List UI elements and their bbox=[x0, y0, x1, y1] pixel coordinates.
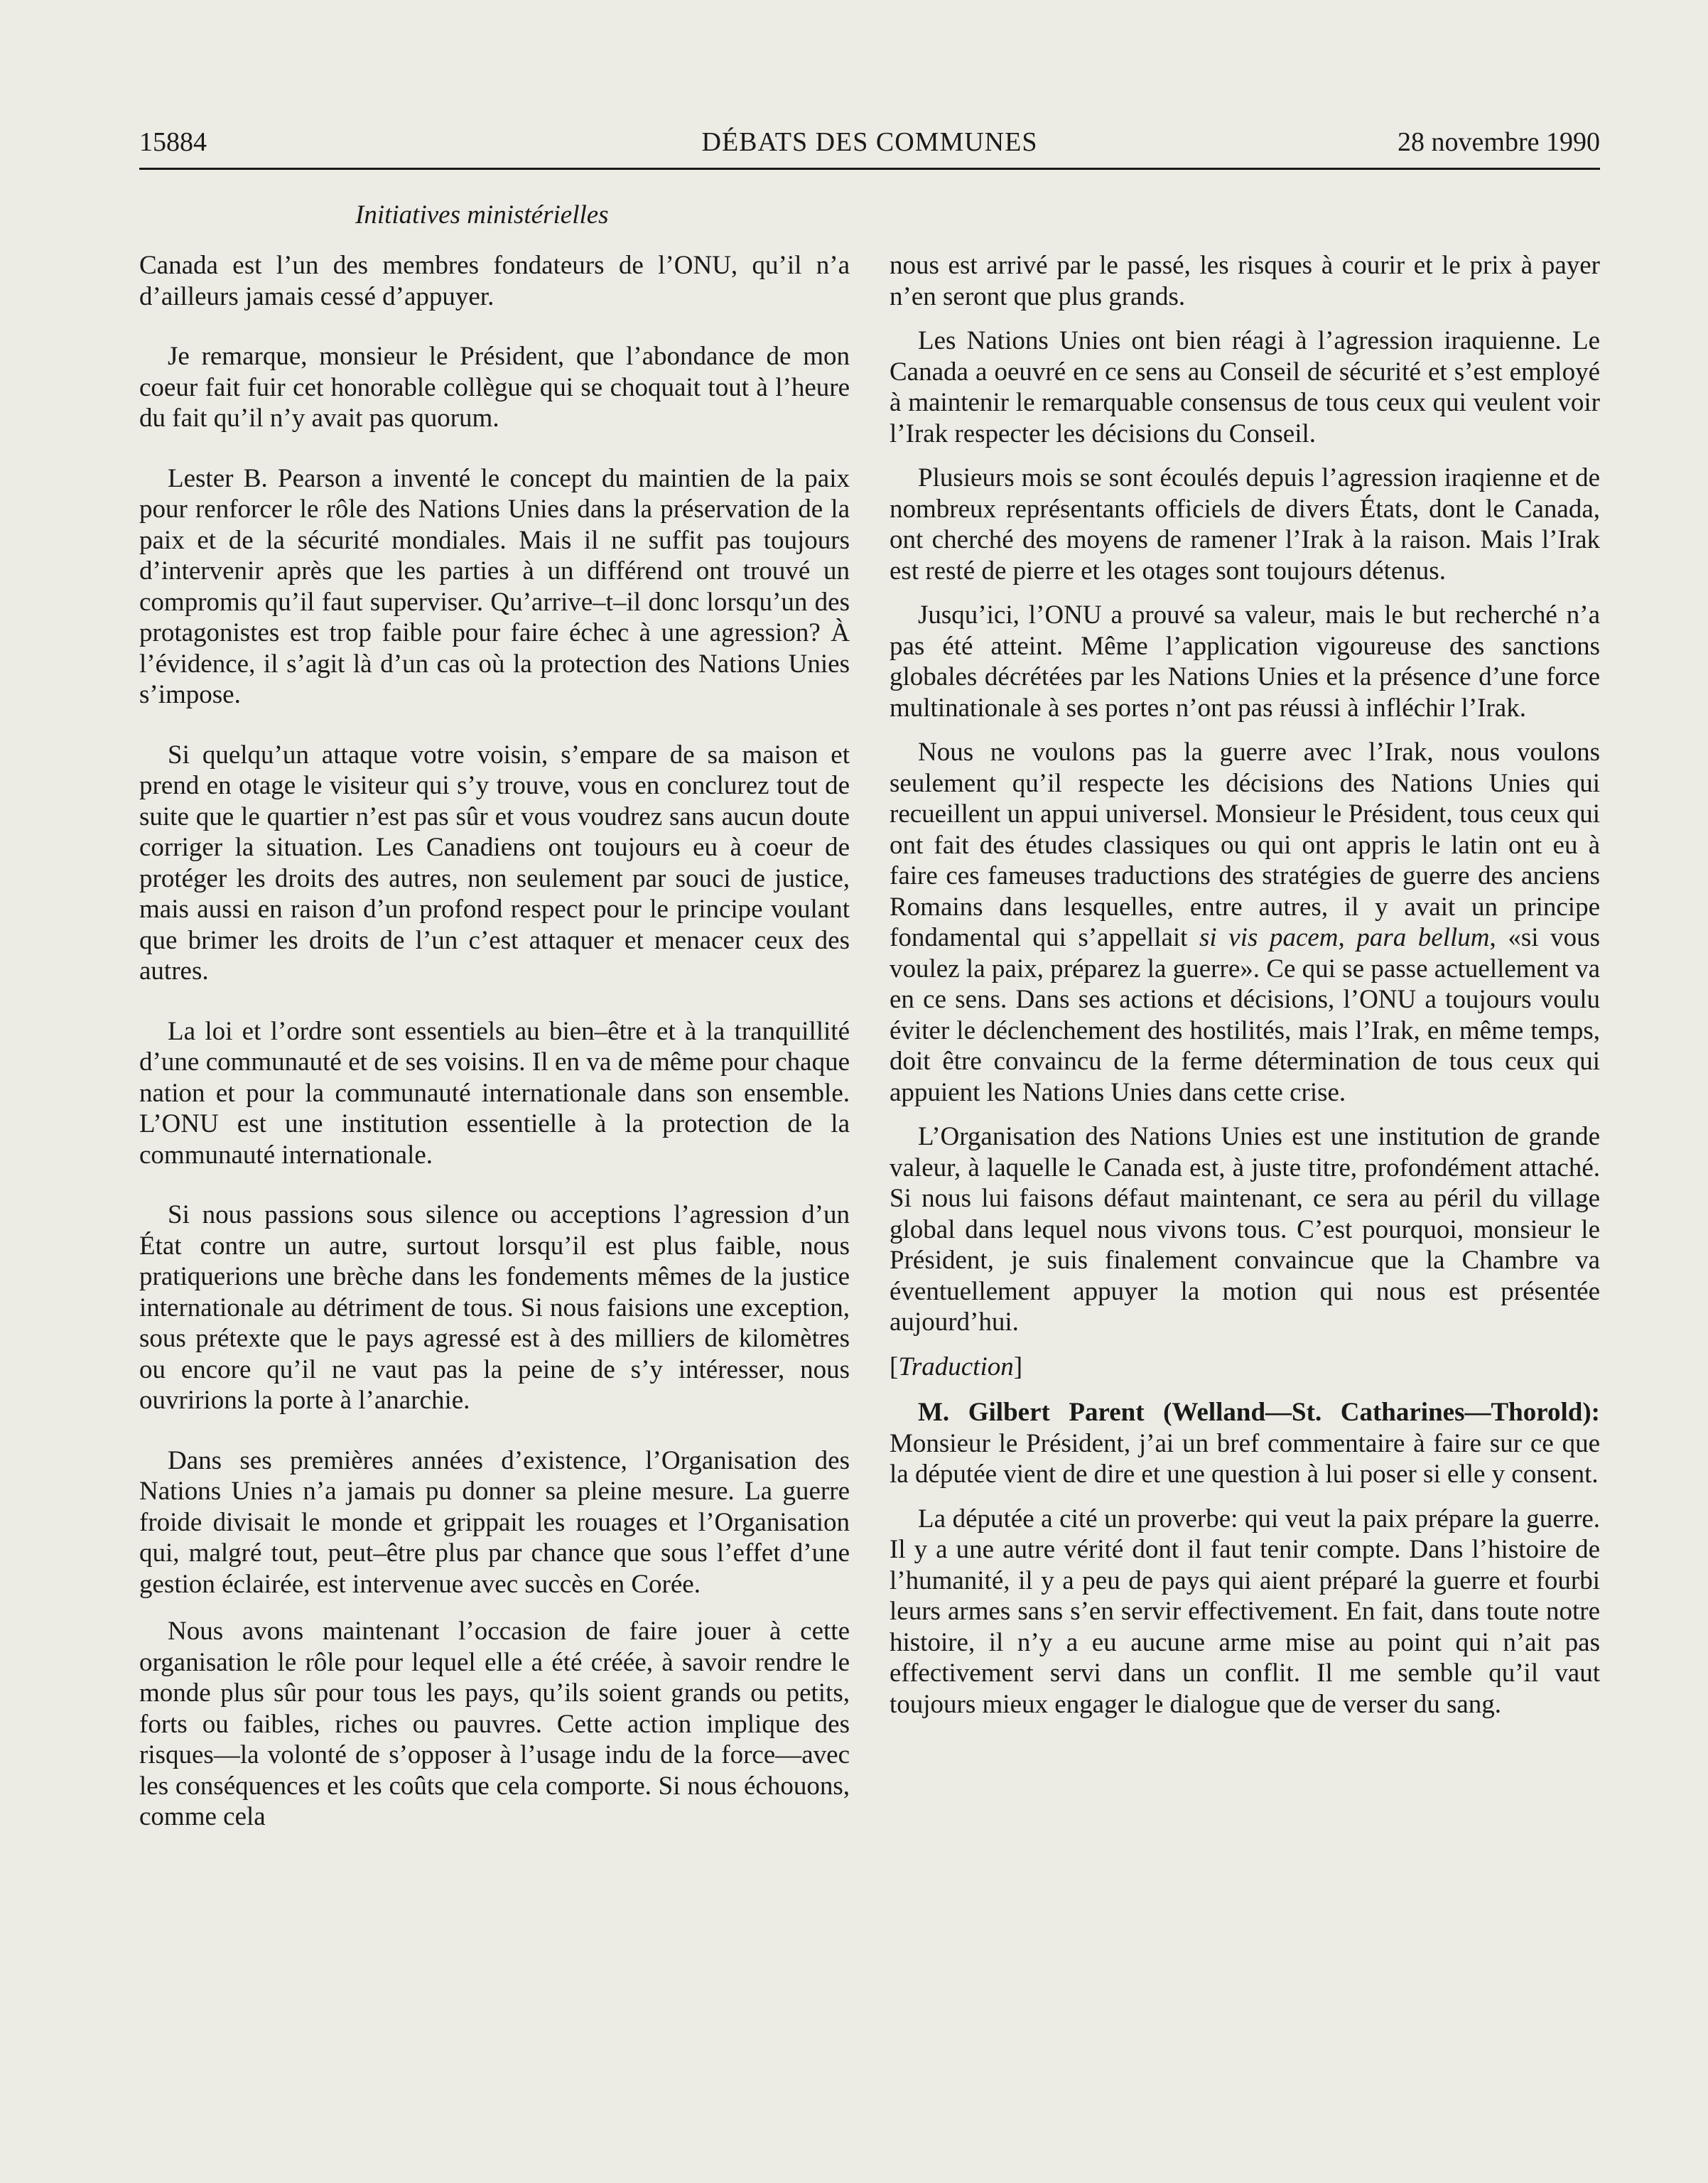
paragraph: Dans ses premières années d’existence, l’Organisation des Nations Unies n’a jamais pu donner sa pleine mesure. La guerre froide divisait le monde et grippait les rouages et l’Organisation qui, malgré tout, peut–être plus par chance que sous l’effet d’une gestion éclairée, est intervenue avec succès en Corée. bbox=[139, 1445, 850, 1599]
text-run: , «si vous voulez la paix, préparez la guerre». Ce qui se passe actuellement va en ce sens. Dans ses actions et décisions, l’ONU a toujours voulu éviter le déclenchement des hostilités, mais l’Irak, en même temps, doit être convaincu de la ferme détermination de tous ceux qui appuient les Nations Unies dans cette crise. bbox=[890, 923, 1600, 1107]
paragraph: nous est arrivé par le passé, les risques à courir et le prix à payer n’en seront que plus grands. bbox=[890, 251, 1600, 311]
speaker-name: M. Gilbert Parent (Welland—St. Catharines—Thorold): bbox=[918, 1398, 1600, 1427]
paragraph: Si quelqu’un attaque votre voisin, s’empare de sa maison et prend en otage le visiteur qui s’y trouve, vous en conclurez tout de suite que le quartier n’est pas sûr et vous voudrez sans aucun doute corriger la situation. Les Canadiens ont toujours eu à coeur de protéger les droits des autres, non seulement par souci de justice, mais aussi en raison d’un profond respect pour le principe voulant que brimer les droits de l’un c’est attaquer et menacer ceux des autres. bbox=[139, 740, 850, 986]
paragraph bbox=[890, 1397, 1600, 1490]
paragraph: Les Nations Unies ont bien réagi à l’agression iraquienne. Le Canada a oeuvré en ce sens au Conseil de sécurité et s’est employé à maintenir le remarquable consensus de tous ceux qui veulent voir l’Irak respecter les décisions du Conseil. bbox=[890, 326, 1600, 448]
translation-note bbox=[890, 1352, 1600, 1383]
page-header bbox=[139, 121, 1600, 170]
text-run: Nous ne voulons pas la guerre avec l’Irak, nous voulons seulement qu’il respecte les décisions des Nations Unies qui recueillent un appui universel. Monsieur le Président, tous ceux qui ont fait des études classiques ou qui ont appris le latin ont eu à faire ces fameuses traductions des stratégies de guerre des anciens Romains dans lesquelles, entre autres, il y avait un principe fondamental qui s’appellait bbox=[890, 738, 1600, 952]
page-number: 15884 bbox=[139, 127, 207, 157]
bracket: [ bbox=[890, 1352, 899, 1381]
paragraph: Lester B. Pearson a inventé le concept du maintien de la paix pour renforcer le rôle des Nations Unies dans la préservation de la paix et de la sécurité mondiales. Mais il ne suffit pas toujours d’intervenir après que les parties à un différend ont trouvé un compromis qu’il faut superviser. Qu’arrive–t–il donc lorsqu’un des protagonistes est trop faible pour faire échec à une agression? À l’évidence, il s’agit là d’un cas où la protection des Nations Unies s’impose. bbox=[139, 463, 850, 709]
journal-title: DÉBATS DES COMMUNES bbox=[701, 127, 1038, 157]
right-column bbox=[890, 250, 1600, 1733]
paragraph: Canada est l’un des membres fondateurs de l’ONU, qu’il n’a d’ailleurs jamais cessé d’appuyer. bbox=[139, 251, 850, 311]
paragraph bbox=[890, 737, 1600, 1108]
latin-phrase: si vis pacem, para bellum bbox=[1199, 923, 1490, 952]
paragraph: La loi et l’ordre sont essentiels au bien–être et à la tranquillité d’une communauté et de ses voisins. Il en va de même pour chaque nation et pour la communauté internationale dans son ensemble. L’ONU est une institution essentielle à la protection de la communauté internationale. bbox=[139, 1016, 850, 1170]
left-column bbox=[139, 250, 850, 1862]
translation-label: Traduction bbox=[898, 1352, 1014, 1381]
bracket: ] bbox=[1013, 1352, 1023, 1381]
paragraph: La députée a cité un proverbe: qui veut la paix prépare la guerre. Il y a une autre vérité dont il faut tenir compte. Dans l’histoire de l’humanité, il y a peu de pays qui aient préparé la guerre et fourbi leurs armes sans s’en servir effectivement. En fait, dans toute notre histoire, il n’y a eu aucune arme mise au point qui n’ait pas effectivement servi dans un conflit. Il me semble qu’il vaut toujours mieux engager le dialogue que de verser du sang. bbox=[890, 1504, 1600, 1719]
text-run: Monsieur le Président, j’ai un bref commentaire à faire sur ce que la députée vient de dire et une question à lui poser si elle y consent. bbox=[890, 1428, 1600, 1489]
paragraph: Je remarque, monsieur le Président, que l’abondance de mon coeur fait fuir cet honorable collègue qui se choquait tout à l’heure du fait qu’il n’y avait pas quorum. bbox=[139, 342, 850, 433]
section-heading: Initiatives ministérielles bbox=[355, 200, 609, 230]
header-date: 28 novembre 1990 bbox=[1398, 127, 1600, 157]
paragraph: Jusqu’ici, l’ONU a prouvé sa valeur, mais le but recherché n’a pas été atteint. Même l’application vigoureuse des sanctions globales décrétées par les Nations Unies et la présence d’une force multinationale à ses portes n’ont pas réussi à infléchir l’Irak. bbox=[890, 600, 1600, 723]
paragraph: Si nous passions sous silence ou acceptions l’agression d’un État contre un autre, surtout lorsqu’il est plus faible, nous pratiquerions une brèche dans les fondements mêmes de la justice internationale au détriment de tous. Si nous faisions une exception, sous prétexte que le pays agressé est à des milliers de kilomètres ou encore qu’il ne vaut pas la peine de s’y intéresser, nous ouvririons la porte à l’anarchie. bbox=[139, 1200, 850, 1415]
paragraph: L’Organisation des Nations Unies est une institution de grande valeur, à laquelle le Canada est, à juste titre, profondément attaché. Si nous lui faisons défaut maintenant, ce sera au péril du village global dans lequel nous vivons tous. C’est pourquoi, monsieur le Président, je suis finalement convaincue que la Chambre va éventuellement appuyer la motion qui nous est présentée aujourd’hui. bbox=[890, 1122, 1600, 1337]
paragraph: Nous avons maintenant l’occasion de faire jouer à cette organisation le rôle pour lequel elle a été créée, à savoir rendre le monde plus sûr pour tous les pays, qu’ils soient grands ou petits, forts ou faibles, riches ou pauvres. Cette action implique des risques—la volonté de s’opposer à l’usage indu de la force—avec les conséquences et les coûts que cela comporte. Si nous échouons, comme cela bbox=[139, 1617, 850, 1831]
paragraph: Plusieurs mois se sont écoulés depuis l’agression iraqienne et de nombreux représentants officiels de divers États, dont le Canada, ont cherché des moyens de ramener l’Irak à la raison. Mais l’Irak est resté de pierre et les otages sont toujours détenus. bbox=[890, 463, 1600, 586]
